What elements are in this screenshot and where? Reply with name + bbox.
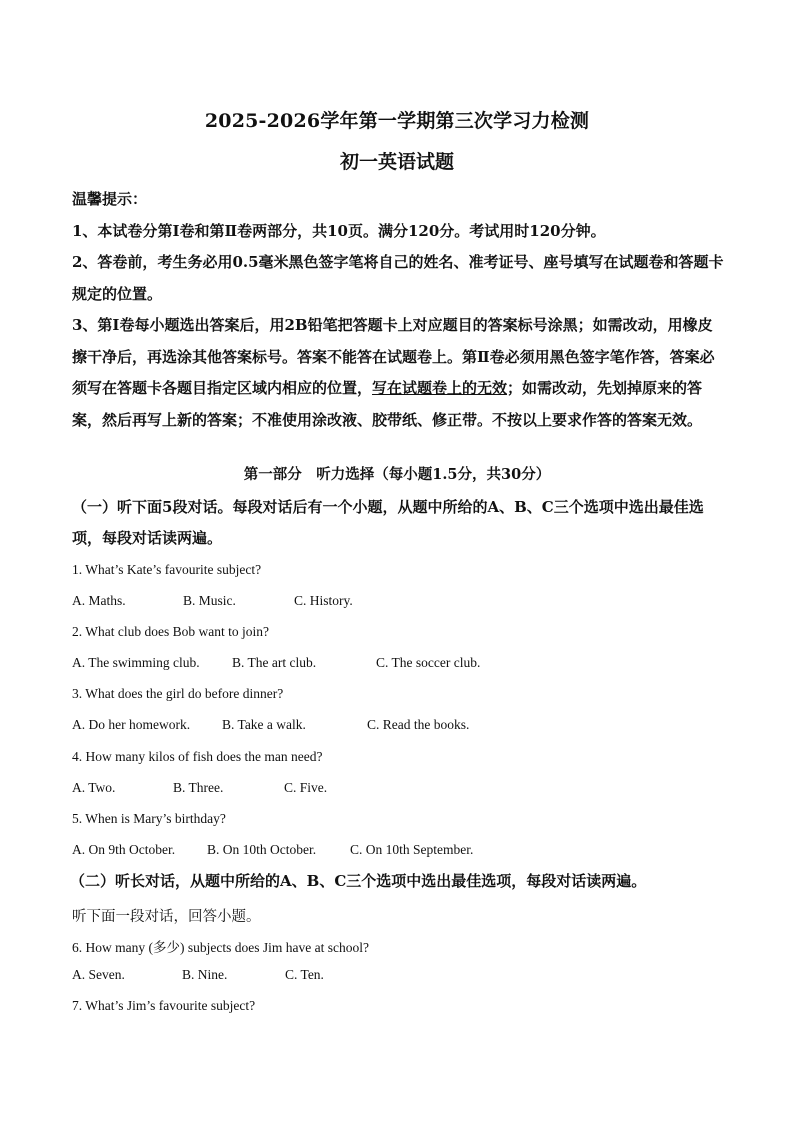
instructions-heading: 温馨提示： [72, 190, 148, 208]
question-3-option-b: B. Take a walk. [222, 717, 306, 732]
question-5-option-a: A. On 9th October. [72, 842, 176, 857]
question-4: 4. How many kilos of fish does the man need? [72, 749, 323, 764]
question-5-option-b: B. On 10th October. [207, 842, 317, 857]
question-1: 1. What’s Kate’s favourite subject? [72, 562, 262, 577]
question-1-option-a: A. Maths. [72, 593, 126, 608]
question-1-option-c: C. History. [294, 593, 353, 608]
question-2: 2. What club does Bob want to join? [72, 624, 269, 639]
exam-title: 2025-2026学年第一学期第三次学习力检测 [204, 110, 590, 132]
instruction-item-1: 1、本试卷分第Ⅰ卷和第Ⅱ卷两部分，共10页。满分120分。考试用时120分钟。 [72, 221, 606, 240]
instruction-item-2: 2、答卷前，考生务必用0.5毫米黑色签字笔将自己的姓名、准考证号、座号填写在试题卷和答题卡规定的位置。 [72, 253, 724, 303]
exam-subtitle: 初一英语试题 [339, 151, 454, 173]
question-3-option-c: C. Read the books. [367, 717, 470, 732]
question-6-option-c: C. Ten. [285, 967, 324, 982]
question-4-option-c: C. Five. [284, 780, 328, 795]
question-5-option-c: C. On 10th September. [350, 842, 474, 857]
instructions-block [72, 184, 724, 436]
instruction-item-3-underlined: 写在试题卷上的无效 [372, 379, 508, 397]
question-3-option-a: A. Do her homework. [72, 717, 191, 732]
instruction-item-3-part1: 3、第Ⅰ卷每小题选出答案后，用2B铅笔把答题卡上对应题目的答案标号涂黑；如需改动，用橡皮擦干净后，再选涂其他答案标号。答案不能答在试题卷上。第Ⅱ卷必须用黑色签字笔作答，答案必须写在答题卡各题目指定区域内相应的位置， [72, 316, 715, 397]
instruction-item-3-part2: ；如需改动，先划掉原来的答案，然后再写上新的答案；不准使用涂改液、胶带纸、修正带。不按以上要求作答的答案无效。 [72, 379, 703, 429]
question-4-option-a: A. Two. [72, 780, 116, 795]
question-6: 6. How many (多少) subjects does Jim have at school? [72, 940, 369, 955]
question-2-option-a: A. The swimming club. [72, 655, 200, 670]
question-2-option-b: B. The art club. [232, 655, 317, 670]
question-3: 3. What does the girl do before dinner? [72, 686, 284, 701]
question-5: 5. When is Mary’s birthday? [72, 811, 226, 826]
question-6-option-b: B. Nine. [182, 967, 228, 982]
question-2-option-c: C. The soccer club. [376, 655, 481, 670]
part-2-heading: （二）听长对话，从题中所给的A、B、C三个选项中选出最佳选项，每段对话读两遍。 [70, 872, 647, 890]
question-7: 7. What’s Jim’s favourite subject? [72, 998, 256, 1013]
question-1-option-b: B. Music. [183, 593, 236, 608]
part-2-note: 听下面一段对话，回答小题。 [72, 909, 261, 925]
question-6-option-a: A. Seven. [72, 967, 125, 982]
question-4-option-b: B. Three. [173, 780, 224, 795]
instruction-item-3 [72, 310, 724, 436]
section-title: 第一部分 听力选择（每小题1.5分，共30分） [243, 466, 551, 483]
part-1-heading: （一）听下面5段对话。每段对话后有一个小题，从题中所给的A、B、C三个选项中选出最佳选项，每段对话读两遍。 [72, 498, 704, 547]
